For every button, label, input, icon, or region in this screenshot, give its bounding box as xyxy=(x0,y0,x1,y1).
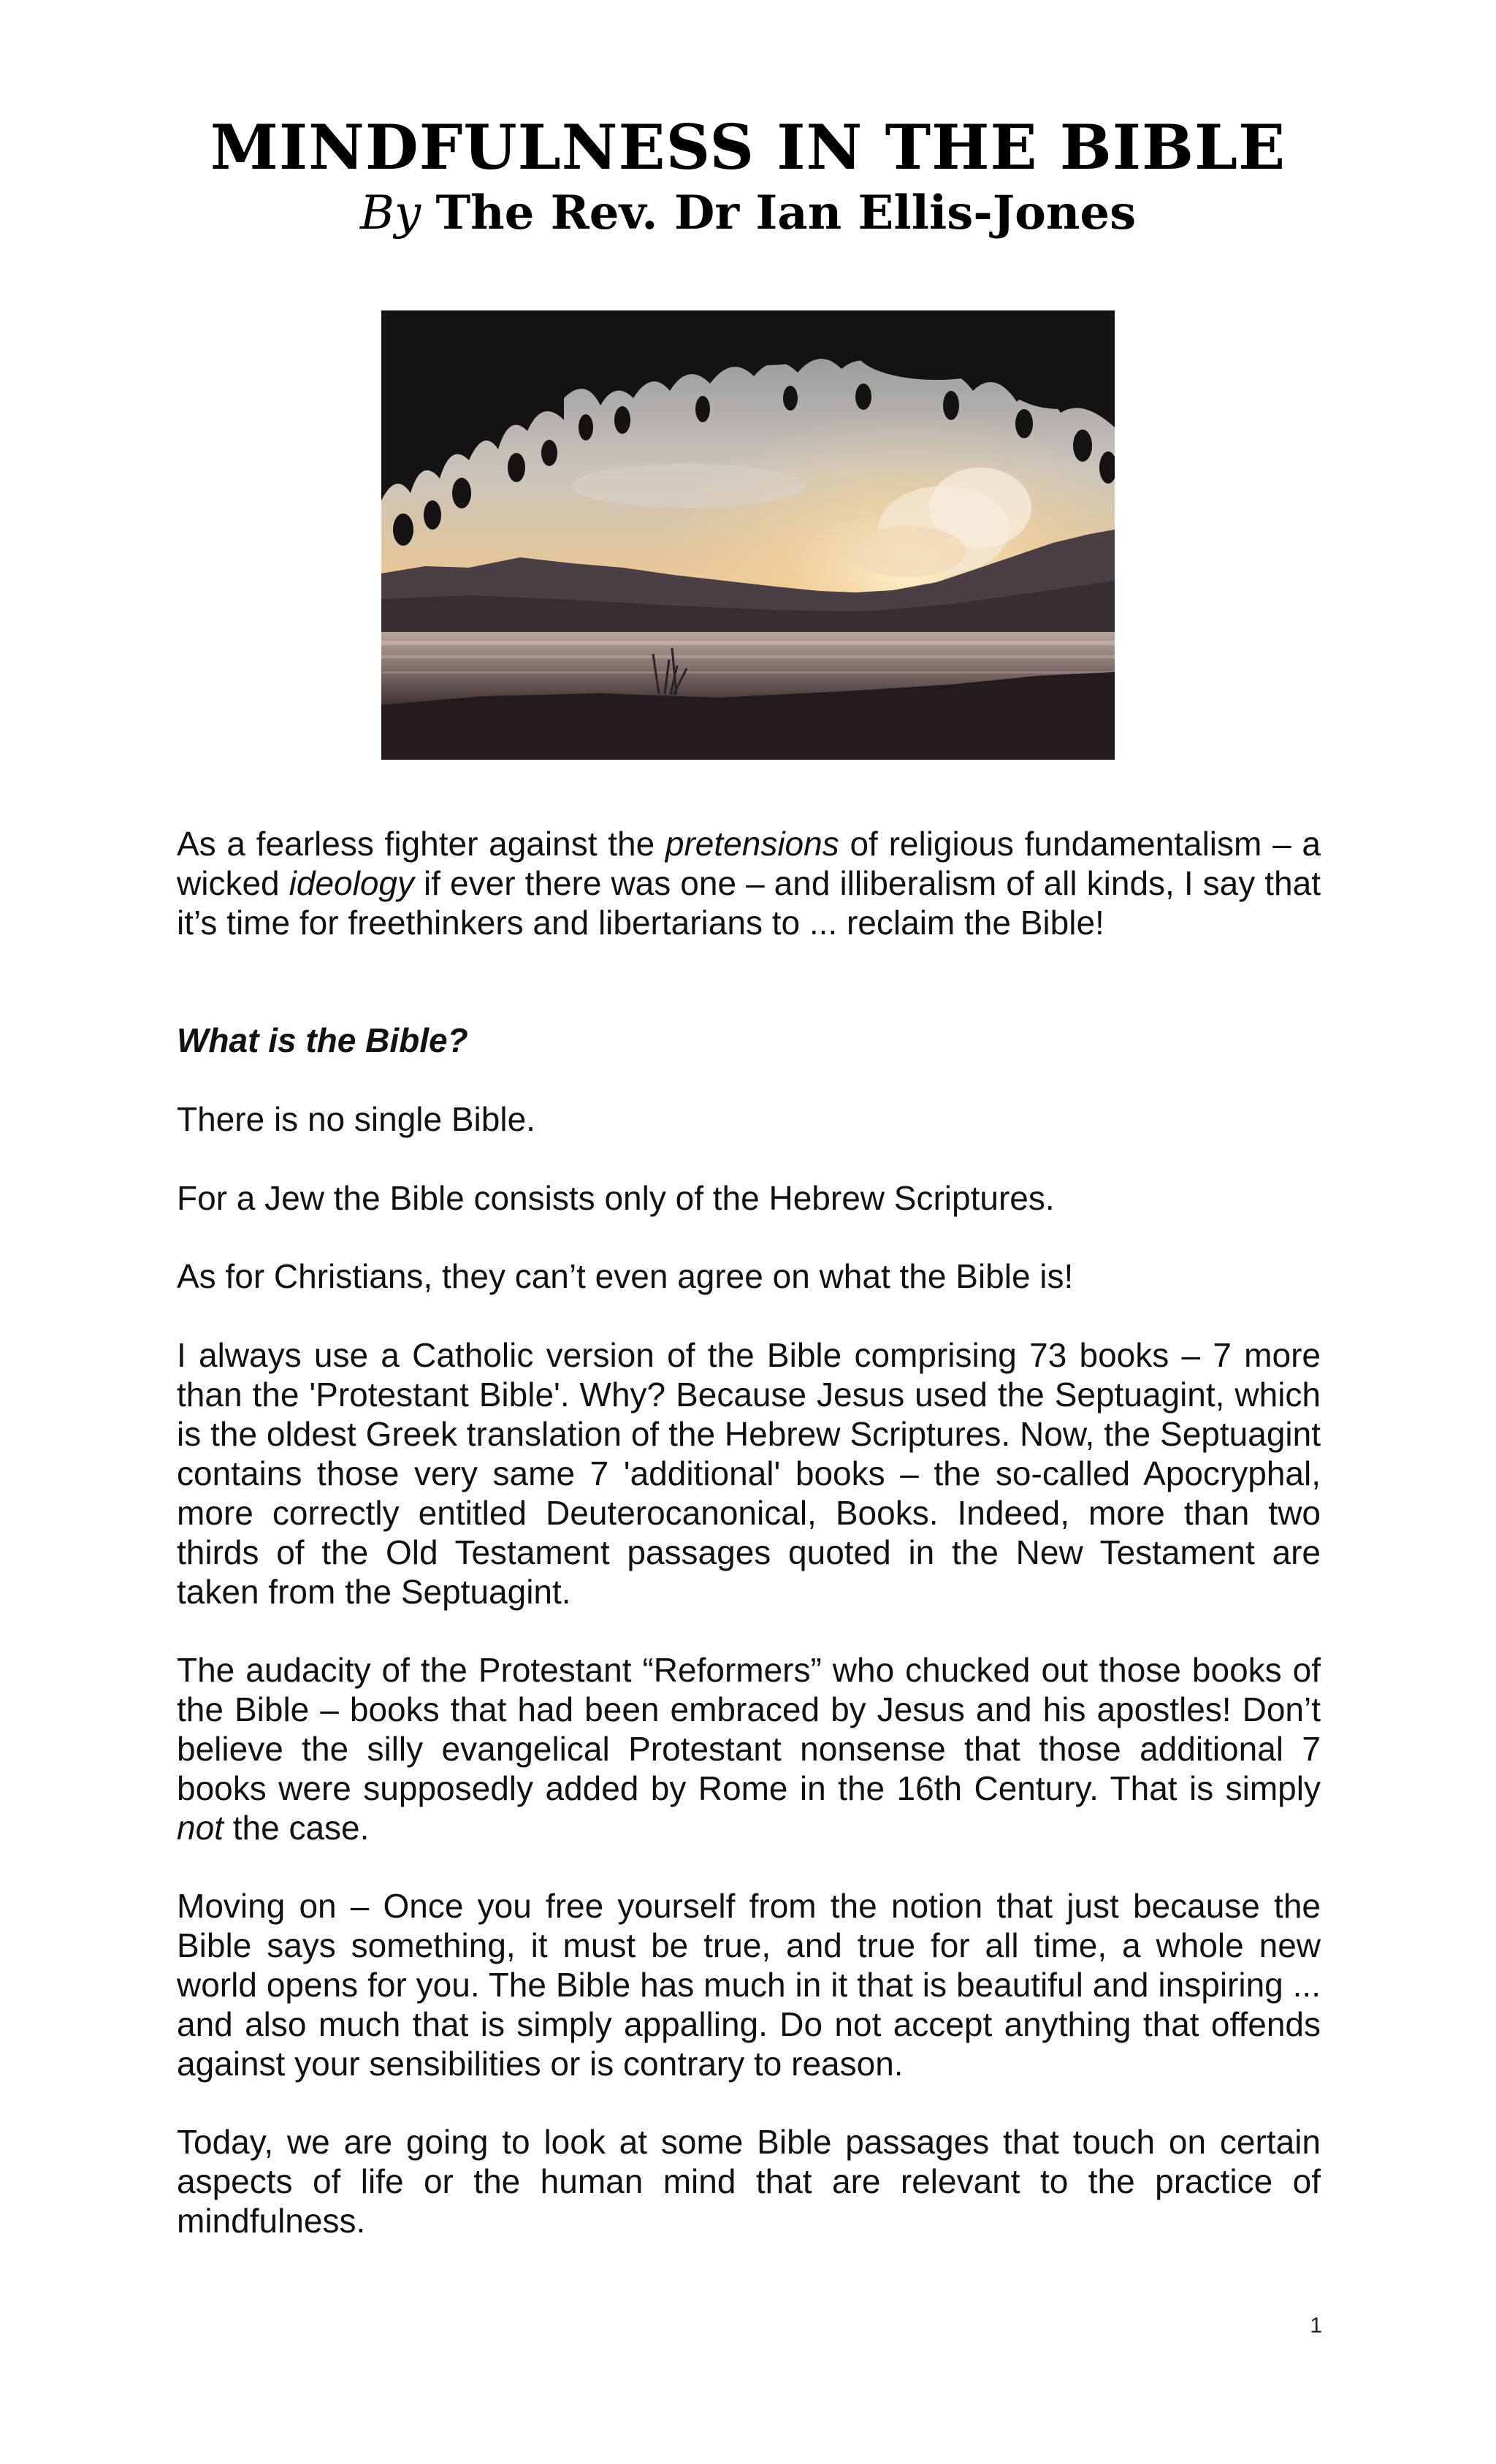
byline-author: The Rev. Dr Ian Ellis-Jones xyxy=(435,186,1137,240)
section-heading: What is the Bible? xyxy=(177,1021,468,1059)
intro-emphasis-ideology: ideology xyxy=(289,864,414,902)
intro-text-2: of religious fundamentalism – a wicked xyxy=(177,825,1321,902)
paragraph-single-bible: There is no single Bible. xyxy=(177,1100,535,1138)
reformers-emphasis-not: not xyxy=(177,1809,224,1847)
paragraph-moving-on: Moving on – Once you free yourself from the notion that just because the Bible says something, it must be true, and true for all time, a whole new world opens for you. The Bible has much in it that is beautiful and inspiring ... and also much that is simply appalling. Do not accept anything that offends against your sensibilities or is contrary to reason. xyxy=(177,1887,1321,2083)
sunset-lake-photo xyxy=(381,310,1115,760)
paragraph-today: Today, we are going to look at some Bible passages that touch on certain aspects of life or the human mind that are relevant to the practice of mindfulness. xyxy=(177,2123,1321,2240)
paragraph-christians: As for Christians, they can’t even agree on what the Bible is! xyxy=(177,1257,1074,1295)
byline xyxy=(0,183,1496,244)
paragraph-protestant-reformers xyxy=(177,1650,1321,1847)
paragraph-jewish-bible: For a Jew the Bible consists only of the Hebrew Scriptures. xyxy=(177,1179,1055,1217)
reformers-text-2: the case. xyxy=(223,1809,370,1847)
intro-emphasis-pretensions: pretensions xyxy=(665,825,839,863)
intro-text-1: As a fearless fighter against the xyxy=(177,825,665,863)
page-number: 1 xyxy=(1310,2314,1322,2338)
byline-by: By xyxy=(359,186,421,240)
intro-text-3: if ever there was one – and illiberalism of all kinds, I say that it’s time for freethinkers and libertarians to ... reclaim the Bible! xyxy=(177,864,1321,942)
intro-paragraph xyxy=(177,824,1321,942)
paragraph-catholic-version: I always use a Catholic version of the Bible comprising 73 books – 7 more than the 'Protestant Bible'. Why? Because Jesus used the Septuagint, which is the oldest Greek translation of the Hebrew Scriptures. Now, the Septuagint contains those very same 7 'additional' books – the so-called Apocryphal, more correctly entitled Deuterocanonical, Books. Indeed, more than two thirds of the Old Testament passages quoted in the New Testament are taken from the Septuagint. xyxy=(177,1336,1321,1611)
document-title: MINDFULNESS IN THE BIBLE xyxy=(210,111,1286,183)
reformers-text-1: The audacity of the Protestant “Reformers” who chucked out those books of the Bible – books that had been embraced by Jesus and his apostles! Don’t believe the silly evangelical Protestant nonsense that those additional 7 books were supposedly added by Rome in the 16th Century. That is simply xyxy=(177,1651,1321,1807)
